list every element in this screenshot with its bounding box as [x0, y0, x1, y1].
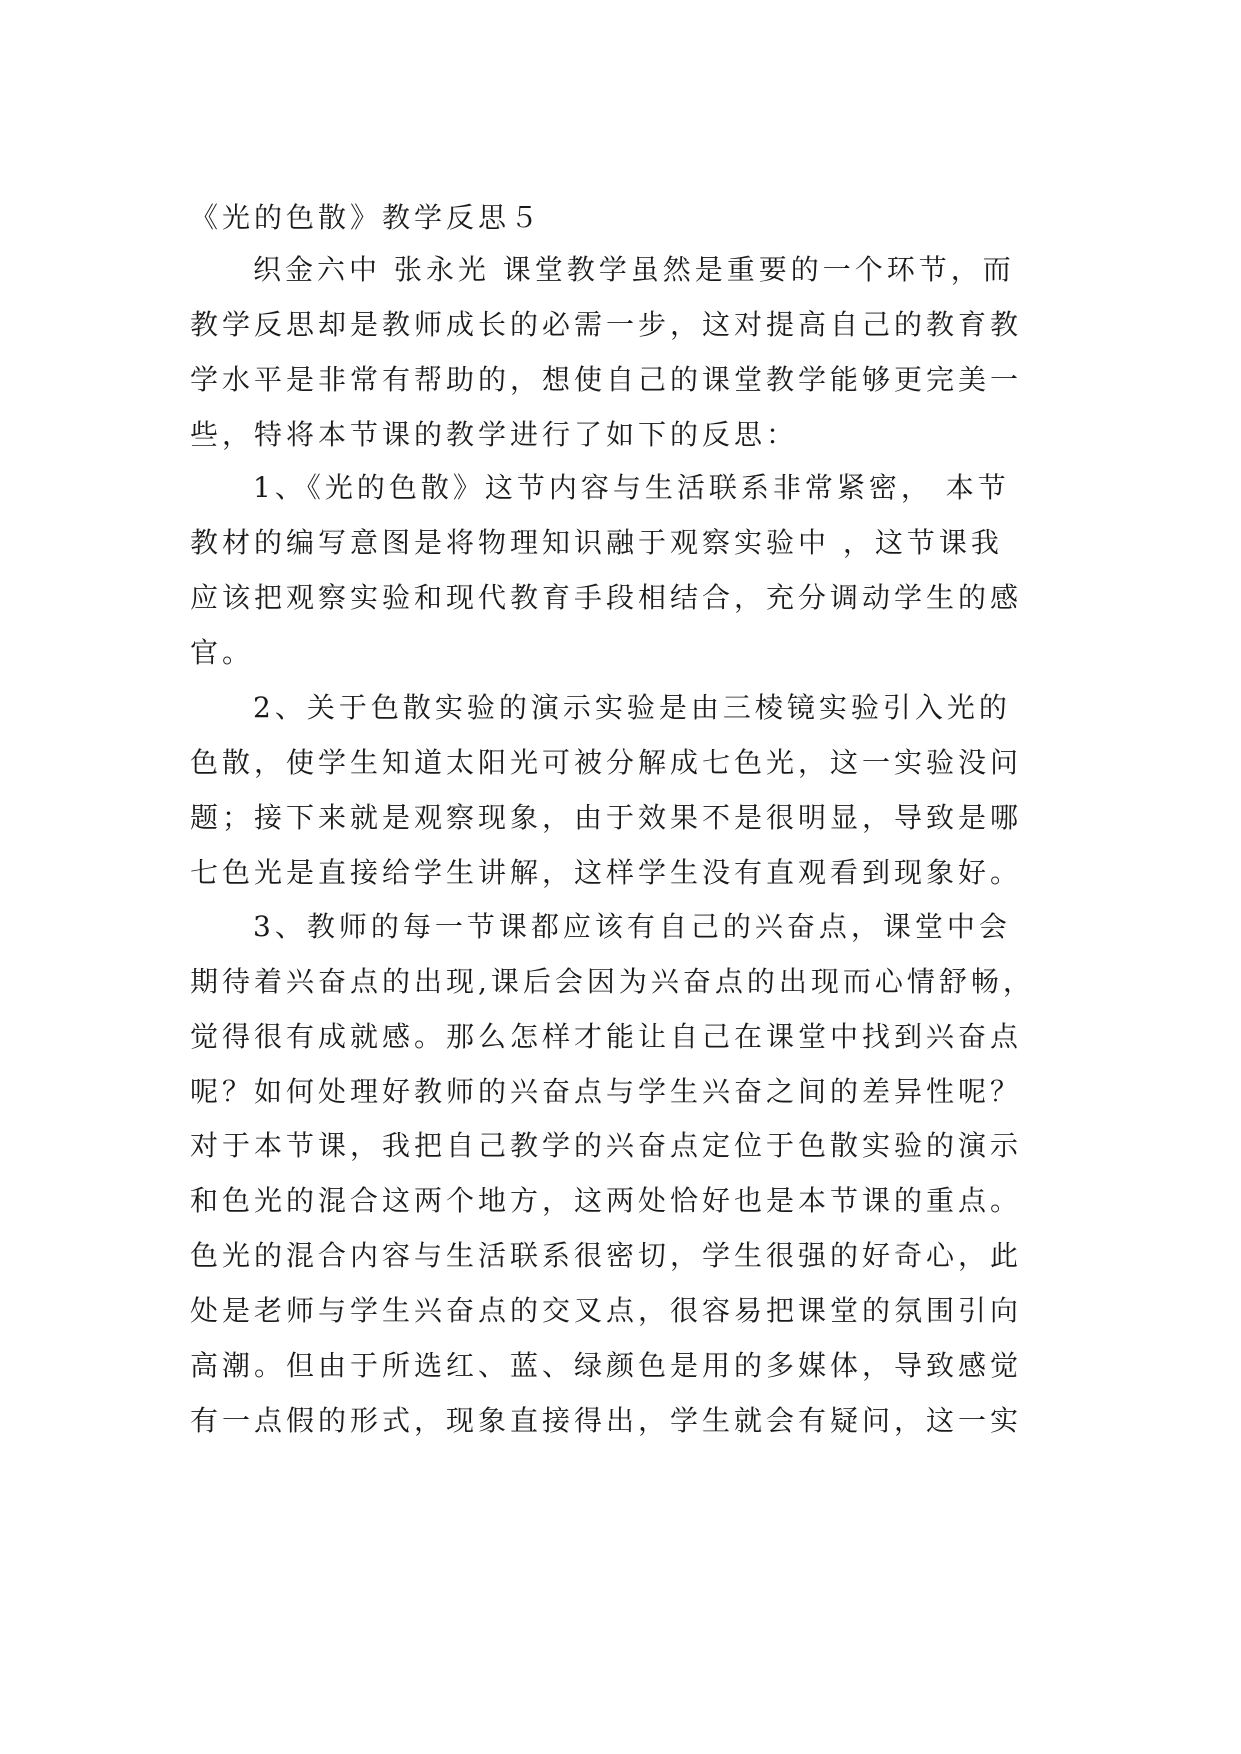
- paragraph-line: 呢？如何处理好教师的兴奋点与学生兴奋之间的差异性呢？: [190, 1075, 1023, 1108]
- paragraph-line: 和色光的混合这两个地方，这两处恰好也是本节课的重点。: [190, 1184, 1023, 1217]
- paragraph-line: 色光的混合内容与生活联系很密切，学生很强的好奇心，此: [190, 1239, 1023, 1272]
- paragraph-line: 高潮。但由于所选红、蓝、绿颜色是用的多媒体，导致感觉: [190, 1349, 1023, 1382]
- paragraph-line: 对于本节课，我把自己教学的兴奋点定位于色散实验的演示: [190, 1129, 1023, 1162]
- paragraph-line: 期待着兴奋点的出现,课后会因为兴奋点的出现而心情舒畅，: [190, 965, 1035, 998]
- paragraph-line: 些，特将本节课的教学进行了如下的反思：: [190, 418, 799, 451]
- paragraph-line: 官。: [190, 636, 255, 669]
- paragraph-line: 有一点假的形式，现象直接得出，学生就会有疑问，这一实: [190, 1404, 1023, 1437]
- paragraph-line: 处是老师与学生兴奋点的交叉点，很容易把课堂的氛围引向: [190, 1294, 1023, 1327]
- paragraph-line: 织金六中 张永光 课堂教学虽然是重要的一个环节，而: [253, 253, 1015, 286]
- paragraph-line: 七色光是直接给学生讲解，这样学生没有直观看到现象好。: [190, 856, 1023, 889]
- paragraph-line: 题；接下来就是观察现象，由于效果不是很明显，导致是哪: [190, 801, 1023, 834]
- paragraph-line: 1、《光的色散》这节内容与生活联系非常紧密， 本节: [253, 471, 1010, 504]
- paragraph-line: 应该把观察实验和现代教育手段相结合，充分调动学生的感: [190, 581, 1023, 614]
- document-title: 《光的色散》教学反思５: [190, 201, 543, 234]
- paragraph-line: 2、关于色散实验的演示实验是由三棱镜实验引入光的: [253, 691, 1011, 724]
- paragraph-line: 色散，使学生知道太阳光可被分解成七色光，这一实验没问: [190, 746, 1023, 779]
- paragraph-line: 教材的编写意图是将物理知识融于观察实验中 ，这节课我: [190, 526, 1003, 559]
- paragraph-line: 教学反思却是教师成长的必需一步，这对提高自己的教育教: [190, 308, 1023, 341]
- paragraph-line: 3、教师的每一节课都应该有自己的兴奋点，课堂中会: [253, 910, 1011, 943]
- paragraph-line: 觉得很有成就感。那么怎样才能让自己在课堂中找到兴奋点: [190, 1020, 1023, 1053]
- paragraph-line: 学水平是非常有帮助的，想使自己的课堂教学能够更完美一: [190, 363, 1023, 396]
